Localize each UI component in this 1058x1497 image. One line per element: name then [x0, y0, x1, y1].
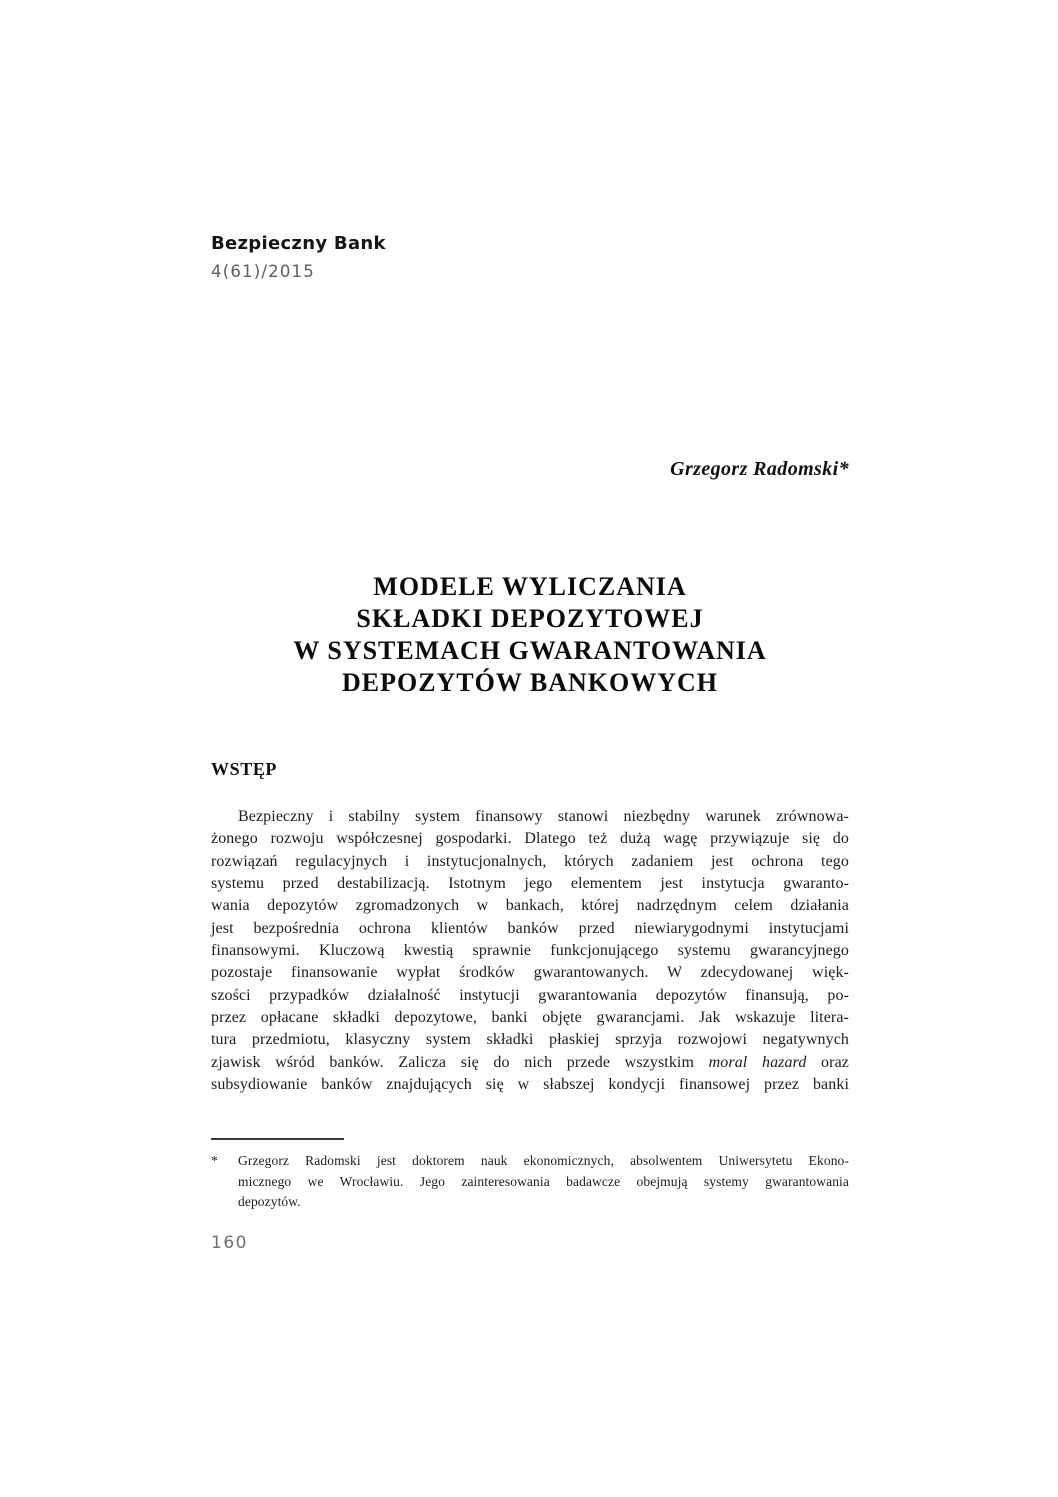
title-line: MODELE WYLICZANIA: [373, 572, 687, 601]
paragraph-line: wania depozytów zgromadzonych w bankach, której nadrzędnym celem działania: [211, 897, 849, 915]
paragraph-line: żonego rozwoju współczesnej gospodarki. Dlatego też dużą wagę przywiązuje się do: [211, 830, 849, 848]
page-number: 160: [211, 1233, 248, 1253]
footnote: [211, 1151, 849, 1213]
paragraph-line: zjawisk wśród banków. Zalicza się do nich przede wszystkim moral hazard oraz: [211, 1053, 849, 1071]
footnote-line: Grzegorz Radomski jest doktorem nauk ekonomicznych, absolwentem Uniwersytetu Ekono-: [238, 1153, 849, 1168]
article-title: [211, 571, 849, 699]
journal-title: Bezpieczny Bank: [211, 233, 386, 254]
footnote-line: micznego we Wrocławiu. Jego zainteresowania badawcze obejmują systemy gwarantowania: [238, 1173, 849, 1189]
paragraph-line: szości przypadków działalność instytucji gwarantowania depozytów finansują, po-: [211, 986, 849, 1004]
journal-issue: 4(61)/2015: [211, 262, 315, 281]
footnote-row: [211, 1151, 849, 1213]
title-line: W SYSTEMACH GWARANTOWANIA: [293, 636, 767, 665]
paragraph-line: Bezpieczny i stabilny system finansowy stanowi niezbędny warunek zrównowa-: [238, 808, 849, 825]
paragraph-line: rozwiązań regulacyjnych i instytucjonalnych, których zadaniem jest ochrona tego: [211, 852, 849, 870]
journal-header: [211, 233, 386, 281]
author-name: Grzegorz Radomski*: [670, 458, 849, 480]
paragraph-line: przez opłacane składki depozytowe, banki objęte gwarancjami. Jak wskazuje litera-: [211, 1009, 849, 1027]
paragraph-line: subsydiowanie banków znajdujących się w słabszej kondycji finansowej przez banki: [211, 1076, 849, 1094]
paragraph-line: tura przedmiotu, klasyczny system składki płaskiej sprzyja rozwojowi negatywnych: [211, 1031, 849, 1049]
footnote-line: depozytów.: [238, 1194, 301, 1209]
italic-phrase: moral hazard: [708, 1053, 807, 1071]
title-line: SKŁADKI DEPOZYTOWEJ: [356, 604, 704, 633]
paragraph-line: pozostaje finansowanie wypłat środków gwarantowanych. W zdecydowanej więk-: [211, 964, 849, 982]
paragraph-line: systemu przed destabilizacją. Istotnym jego elementem jest instytucja gwaranto-: [211, 875, 849, 893]
paragraph-line: jest bezpośrednia ochrona klientów banków przed niewiarygodnymi instytucjami: [211, 919, 849, 937]
footnote-divider: [211, 1138, 344, 1140]
footnote-text: [238, 1151, 849, 1213]
title-line: DEPOZYTÓW BANKOWYCH: [341, 668, 719, 697]
footnote-marker: *: [211, 1153, 218, 1168]
intro-paragraph: [211, 806, 849, 1096]
paragraph-line: finansowymi. Kluczową kwestią sprawnie funkcjonującego systemu gwarancyjnego: [211, 942, 849, 960]
section-heading-wstep: WSTĘP: [211, 759, 278, 779]
